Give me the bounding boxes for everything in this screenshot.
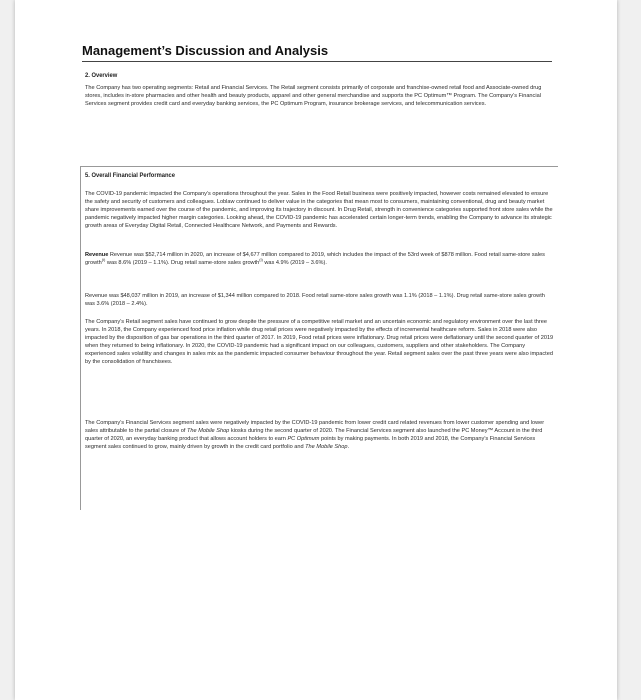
revenue-label: Revenue	[85, 252, 109, 258]
financial-services-paragraph: The Company’s Financial Services segment sales were negatively impacted by the COVID-19 pandemic from lower credit card related revenues from lower customer spending and lower sales attributable to the partial closure of The Mobile Shop kiosks during the second quarter of 2020. The Financial Services segment also launched the PC Money™ Account in the third quarter of 2020, an everyday banking product that allows account holders to earn PC Optimum points by making payments. In both 2019 and 2018, the Company’s Financial Services segment sales continued to grow, mainly driven by growth in the credit card portfolio and The Mobile Shop.	[85, 420, 545, 450]
document-page	[15, 0, 617, 700]
covid-impact-paragraph: The COVID-19 pandemic impacted the Company’s operations throughout the year. Sales in the Food Retail business were positively impacted, however costs remained elevated to ensure the safety and security of customers and colleagues. Loblaw continued to deliver value in the categories that mean most to consumers, maintaining conventional, drug and beauty market share improvements earned over the course of the pandemic, and improving its trajectory in discount. In Drug Retail, strength in convenience categories supported front store sales while the pandemic negatively impacted higher margin categories. Looking ahead, the COVID-19 pandemic has accelerated certain longer-term trends, enabling the Company to advance its strategic growth areas of Everyday Digital Retail, Connected Healthcare Network, and Payments and Rewards.	[85, 191, 553, 229]
overview-paragraph: The Company has two operating segments: Retail and Financial Services. The Retail segment consists primarily of corporate and franchise-owned retail food and Associate-owned drug stores, includes in-store pharmacies and other health and beauty products, apparel and other general merchandise and supports the PC Optimum™ Program. The Company’s Financial Services segment provides credit card and everyday banking services, the PC Optimum Program, insurance brokerage services, and telecommunication services.	[85, 85, 542, 107]
retail-segment-paragraph: The Company’s Retail segment sales have continued to grow despite the pressure of a competitive retail market and an uncertain economic and regulatory environment over the last three years. In 2018, the Company experienced food price inflation while drug retail prices were negatively impacted by the effects of incremental healthcare reform. Sales in 2018 were also impacted by the disposition of gas bar operations in the third quarter of 2017. In 2019, Food retail prices were inflationary. Drug retail prices were deflationary until the second quarter of 2019 when they returned to being inflationary. In 2020, the COVID-19 pandemic had a significant impact on our colleagues, customers, suppliers and other stakeholders. The Company experienced sales volatility and changes in sales mix as the pandemic impacted consumer behaviour throughout the year. Retail segment sales over the past three years were also impacted by the consolidation of franchisees.	[85, 319, 554, 365]
performance-heading: 5. Overall Financial Performance	[85, 172, 175, 179]
title-divider	[82, 61, 552, 62]
page-title: Management’s Discussion and Analysis	[82, 43, 329, 58]
revenue-2019-paragraph: Revenue was $48,037 million in 2019, an increase of $1,344 million compared to 2018. Food retail same-store sales growth was 1.1% (2018 – 1.1%). Drug retail same-store sales growth was 3.6% (2018 – 2.4%).	[85, 293, 545, 307]
revenue-2020-paragraph: Revenue Revenue was $52,714 million in 2020, an increase of $4,677 million compared to 2019, which includes the impact of the 53rd week of $878 million. Food retail same-store sales growth$^{(i)}$ was 8.6% (2019 – 1.1%). Drug retail same-store sales growth$^{(i)}$ was 4.9% (2019 – 3.6%).	[85, 252, 545, 266]
overview-heading: 2. Overview	[85, 72, 118, 79]
